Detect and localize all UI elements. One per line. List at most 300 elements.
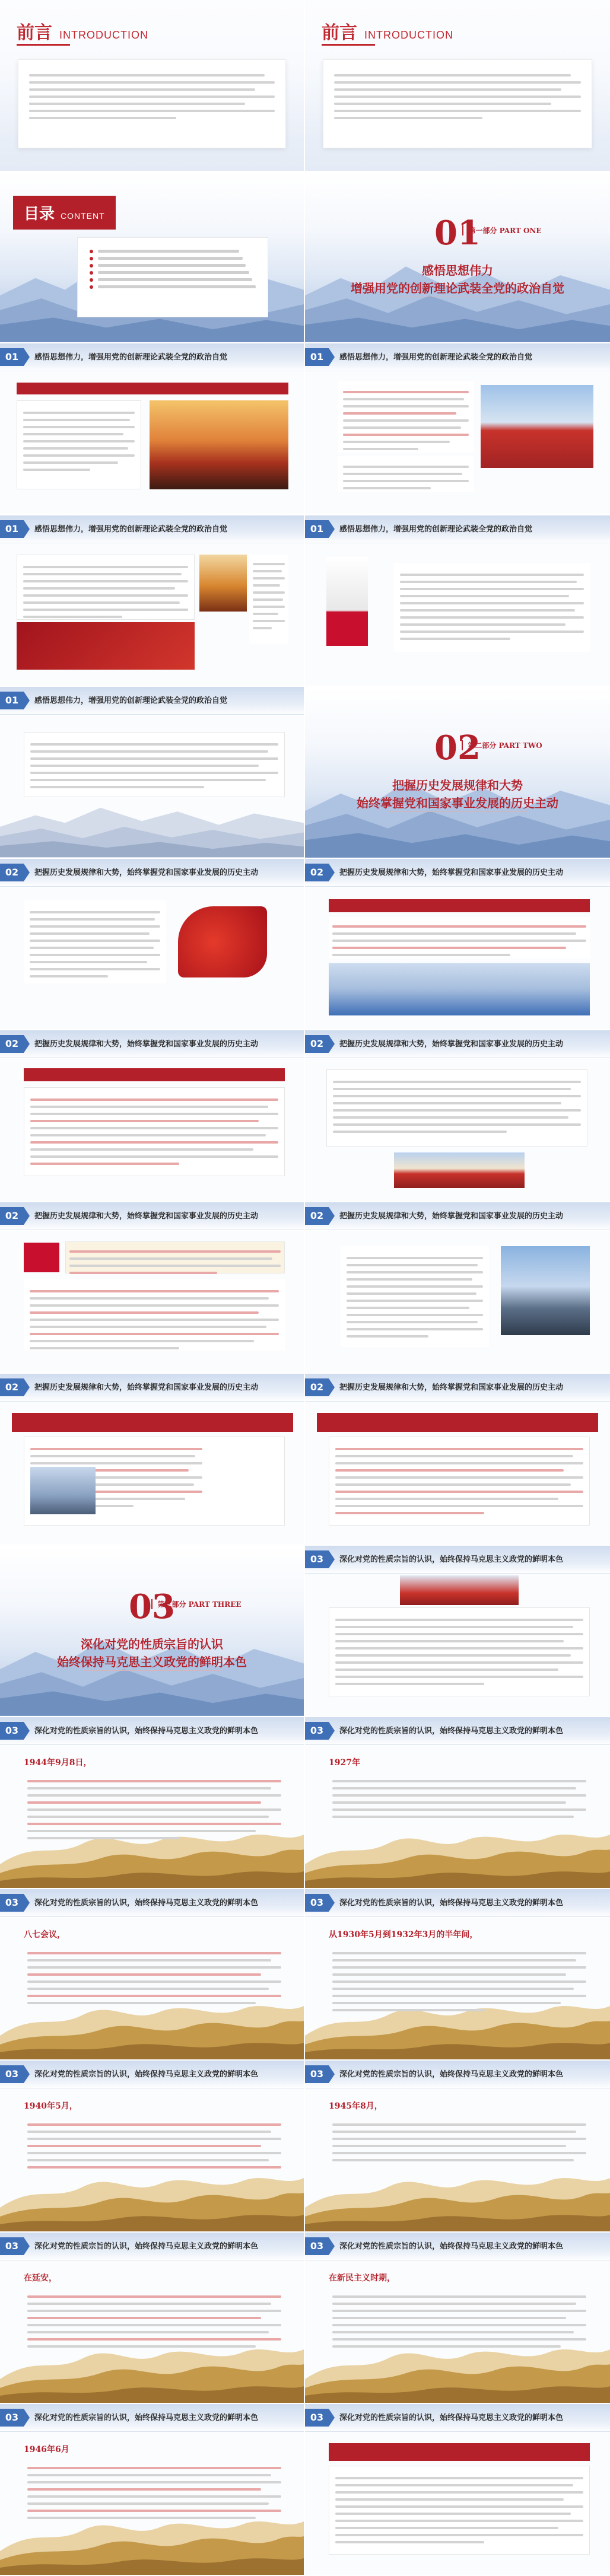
text-line — [332, 2331, 574, 2333]
text-line — [332, 1780, 586, 1782]
slide-header-title: 深化对党的性质宗旨的认识，始终保持马克思主义政党的鲜明本色 — [34, 2070, 259, 2079]
text-lines — [332, 1952, 586, 2011]
section-number-badge: 03 — [305, 1550, 329, 1568]
text-lines — [27, 1952, 281, 2004]
slide-header-title: 把握历史发展规律和大势，始终掌握党和国家事业发展的历史主动 — [339, 1211, 564, 1221]
text-line — [69, 1257, 272, 1260]
text-line — [27, 2152, 281, 2154]
text-line — [343, 426, 461, 429]
text-line — [400, 581, 577, 583]
text-card — [24, 1944, 285, 2009]
slide-header-title: 感悟思想伟力，增强用党的创新理论武装全党的政治自觉 — [34, 353, 228, 362]
text-line — [343, 419, 469, 422]
header-divider — [0, 1916, 304, 1917]
text-line — [332, 2159, 574, 2161]
text-line — [335, 1491, 583, 1493]
bullet-dot — [90, 285, 93, 289]
text-line — [29, 95, 275, 98]
text-line — [30, 1106, 268, 1108]
slide — [305, 1889, 610, 2061]
toc-item[interactable] — [90, 278, 256, 282]
text-line — [27, 1801, 261, 1804]
text-line — [27, 2303, 271, 2305]
intro-accent-bar — [17, 44, 70, 46]
header-divider — [305, 1401, 610, 1402]
text-line — [30, 911, 160, 913]
text-card — [24, 2115, 285, 2180]
header-divider — [0, 1401, 304, 1402]
header-divider — [305, 886, 610, 887]
section-number-badge: 01 — [0, 348, 24, 366]
text-line — [253, 584, 280, 587]
slide — [305, 2233, 610, 2405]
text-line — [335, 2477, 583, 2479]
toc-item[interactable] — [90, 257, 256, 260]
header-divider — [305, 1744, 610, 1745]
text-line — [332, 1980, 586, 1983]
text-line — [333, 1131, 507, 1133]
text-line — [23, 573, 182, 575]
text-lines — [27, 2295, 281, 2348]
text-line — [332, 2138, 586, 2140]
text-line — [27, 2138, 281, 2140]
text-line — [29, 117, 176, 119]
text-lines — [30, 911, 160, 977]
text-line — [30, 918, 155, 921]
text-line — [347, 1328, 483, 1330]
text-lines — [332, 2295, 586, 2348]
slide-header-title: 把握历史发展规律和大势，始终掌握党和国家事业发展的历史主动 — [34, 1211, 259, 1221]
slide-header-title: 深化对党的性质宗旨的认识，始终保持马克思主义政党的鲜明本色 — [34, 1898, 259, 1908]
text-line — [30, 1333, 279, 1335]
header-divider — [0, 714, 304, 715]
text-line — [400, 623, 565, 626]
text-lines — [335, 1448, 583, 1514]
bullet-dot — [90, 257, 93, 260]
text-line — [333, 1081, 581, 1083]
section-cover-title-1: 深化对党的性质宗旨的认识 — [81, 1636, 223, 1651]
intro-heading — [322, 18, 453, 44]
text-line — [334, 74, 571, 77]
text-line — [347, 1300, 483, 1302]
text-line — [335, 1619, 583, 1621]
text-line — [27, 2324, 281, 2326]
toc-item[interactable] — [90, 285, 256, 289]
section-number-badge: 02 — [0, 1035, 24, 1053]
section-number-badge: 03 — [305, 2409, 329, 2427]
red-heading-bar — [12, 1413, 293, 1432]
slide — [0, 0, 305, 172]
section-cover-title-2: 始终保持马克思主义政党的鲜明本色 — [57, 1654, 247, 1669]
text-card — [24, 732, 285, 797]
text-line — [30, 1163, 179, 1165]
mountain-photo — [329, 963, 590, 1015]
text-line — [27, 2123, 281, 2126]
text-line — [23, 440, 135, 442]
text-card — [24, 2459, 285, 2524]
text-line — [335, 1483, 571, 1486]
slide — [305, 1717, 610, 1889]
section-number-badge: 01 — [0, 520, 24, 538]
photo — [199, 555, 247, 612]
text-lines — [332, 925, 586, 956]
text-line — [27, 1837, 180, 1839]
text-line — [30, 1347, 179, 1349]
text-line — [335, 1462, 583, 1464]
text-line — [335, 1683, 484, 1685]
text-line — [335, 2527, 558, 2529]
text-lines — [400, 574, 584, 640]
text-card — [24, 1279, 285, 1351]
section-underline — [388, 811, 527, 812]
text-line — [27, 2467, 281, 2469]
date-heading: 1927年 — [329, 1758, 360, 1768]
text-line — [334, 88, 561, 91]
text-line — [27, 2481, 281, 2483]
slide — [305, 687, 610, 859]
text-line — [335, 1626, 573, 1628]
text-line — [335, 1512, 484, 1514]
toc-item[interactable] — [90, 250, 256, 253]
slide-header-title: 深化对党的性质宗旨的认识，始终保持马克思主义政党的鲜明本色 — [339, 1727, 564, 1736]
text-line — [23, 609, 188, 611]
text-line — [27, 2310, 281, 2312]
toc-item-text — [98, 264, 246, 267]
bullet-dot — [90, 250, 93, 253]
section-number-badge: 02 — [0, 864, 24, 881]
slide — [0, 2404, 305, 2576]
city-photo — [30, 1467, 96, 1514]
slide — [0, 515, 305, 687]
slide — [0, 1202, 305, 1374]
text-line — [23, 461, 118, 464]
toc-title: 目录 — [24, 205, 55, 223]
text-line — [30, 1141, 278, 1144]
date-heading: 1946年6月 — [24, 2445, 69, 2454]
slide-header-title: 把握历史发展规律和大势，始终掌握党和国家事业发展的历史主动 — [339, 1383, 564, 1392]
bullet-dot — [90, 271, 93, 275]
slide — [305, 343, 610, 515]
text-line — [27, 1980, 281, 1983]
text-line — [332, 1787, 576, 1789]
section-cover-number: 03 — [129, 1587, 175, 1626]
text-card — [338, 381, 474, 453]
text-line — [347, 1278, 472, 1281]
text-line — [27, 2517, 256, 2519]
text-line — [400, 616, 584, 619]
slide — [0, 2061, 305, 2233]
text-card — [24, 1772, 285, 1837]
text-lines — [347, 1257, 483, 1338]
section-number-badge: 03 — [305, 2237, 329, 2255]
text-line — [27, 2295, 281, 2298]
section-number-badge: 03 — [305, 1722, 329, 1740]
header-divider — [305, 2431, 610, 2432]
text-line — [335, 2498, 564, 2501]
text-line — [27, 2131, 271, 2133]
text-line — [23, 594, 188, 597]
city-photo — [501, 1246, 590, 1335]
text-card — [329, 2115, 590, 2180]
toc-heading — [13, 196, 116, 230]
date-heading: 1940年5月， — [24, 2101, 78, 2111]
text-card — [249, 555, 288, 644]
text-line — [29, 81, 275, 84]
text-line — [30, 932, 150, 935]
text-line — [333, 1123, 581, 1126]
text-line — [27, 1787, 271, 1789]
slide-header-title: 感悟思想伟力，增强用党的创新理论武装全党的政治自觉 — [339, 524, 533, 534]
section-tag-text: 第一部分 PART ONE — [462, 225, 541, 235]
toc-item[interactable] — [90, 264, 256, 268]
section-cover-title-2: 始终掌握党和国家事业发展的历史主动 — [357, 796, 558, 810]
text-line — [27, 2145, 261, 2147]
slide-header-title: 深化对党的性质宗旨的认识，始终保持马克思主义政党的鲜明本色 — [34, 2413, 259, 2422]
text-line — [30, 1462, 202, 1464]
text-line — [30, 1155, 278, 1158]
text-line — [335, 2520, 583, 2522]
section-cover-title-1: 感悟思想伟力 — [422, 263, 493, 278]
text-line — [332, 1988, 574, 1990]
slide — [305, 1202, 610, 1374]
text-line — [30, 940, 160, 942]
text-lines — [332, 2123, 586, 2161]
section-number-badge: 03 — [0, 2409, 24, 2427]
text-line — [332, 2145, 566, 2147]
toc-item-text — [98, 278, 252, 281]
text-line — [253, 563, 285, 565]
slide-header-title: 把握历史发展规律和大势，始终掌握党和国家事业发展的历史主动 — [34, 868, 259, 877]
text-line — [30, 961, 147, 963]
text-line — [400, 609, 575, 612]
text-line — [23, 419, 130, 421]
text-line — [27, 2488, 261, 2491]
flag-graphic — [24, 1243, 59, 1272]
text-line — [23, 601, 180, 604]
text-line — [335, 2484, 573, 2486]
text-lines — [27, 2467, 281, 2519]
text-line — [335, 1498, 558, 1500]
text-line — [400, 595, 569, 597]
text-line — [30, 1311, 259, 1314]
text-line — [332, 1808, 586, 1811]
text-line — [335, 1633, 583, 1635]
flag-graphic — [178, 906, 267, 977]
date-heading: 1945年8月， — [329, 2101, 383, 2111]
slide — [305, 1030, 610, 1202]
text-line — [30, 1448, 202, 1450]
photo — [150, 400, 288, 489]
red-heading-bar — [329, 2443, 590, 2461]
slide-header-title: 感悟思想伟力，增强用党的创新理论武装全党的政治自觉 — [339, 353, 533, 362]
text-line — [332, 954, 510, 956]
text-line — [335, 2505, 583, 2508]
text-line — [347, 1314, 483, 1316]
section-number-badge: 01 — [0, 692, 24, 709]
text-line — [27, 2510, 281, 2512]
text-card — [326, 1069, 587, 1147]
text-line — [23, 426, 135, 428]
text-line — [347, 1264, 478, 1266]
text-line — [29, 110, 275, 112]
text-lines — [30, 743, 278, 788]
text-line — [30, 757, 278, 760]
text-line — [334, 103, 551, 105]
text-line — [335, 1476, 583, 1479]
text-line — [253, 613, 278, 615]
date-heading: 在延安， — [24, 2273, 57, 2283]
text-line — [347, 1335, 428, 1338]
text-line — [27, 2502, 269, 2505]
text-line — [27, 2338, 281, 2341]
text-card — [17, 555, 195, 620]
tiananmen-photo — [481, 385, 593, 468]
slide — [305, 859, 610, 1031]
text-line — [29, 88, 255, 91]
toc-item[interactable] — [90, 271, 256, 275]
text-line — [343, 480, 469, 482]
text-card — [394, 563, 590, 652]
text-line — [30, 947, 154, 949]
text-line — [27, 2345, 256, 2348]
text-line — [27, 2495, 281, 2498]
intro-title: 前言 — [17, 23, 52, 43]
text-line — [253, 627, 272, 629]
text-line — [30, 1455, 195, 1457]
text-line — [332, 2295, 586, 2298]
tiananmen-photo — [400, 1575, 519, 1605]
slide-header-title: 深化对党的性质宗旨的认识，始终保持马克思主义政党的鲜明本色 — [34, 2241, 259, 2251]
text-line — [27, 1794, 281, 1797]
section-number-badge: 01 — [305, 520, 329, 538]
text-line — [332, 1959, 576, 1962]
text-line — [27, 1808, 281, 1811]
text-card — [329, 2287, 590, 2352]
text-line — [333, 1109, 581, 1112]
intro-title: 前言 — [322, 23, 357, 43]
text-line — [347, 1271, 483, 1273]
section-number-badge: 01 — [305, 348, 329, 366]
text-line — [30, 1134, 266, 1136]
red-heading-bar — [17, 383, 288, 394]
date-heading: 1944年9月8日， — [24, 1758, 92, 1768]
text-card — [329, 2466, 590, 2555]
text-line — [30, 1326, 266, 1328]
text-line — [343, 412, 456, 415]
text-line — [23, 469, 90, 471]
text-line — [332, 1794, 586, 1797]
section-number-badge: 02 — [305, 1035, 329, 1053]
slide-header-title: 感悟思想伟力，增强用党的创新理论武装全党的政治自觉 — [34, 696, 228, 705]
slide — [0, 172, 305, 344]
section-cover-number: 02 — [434, 728, 481, 768]
text-line — [29, 74, 265, 77]
slide — [0, 1030, 305, 1202]
section-tag-text: 第三部分 PART THREE — [151, 1599, 241, 1609]
text-line — [332, 1966, 586, 1969]
text-line — [27, 1816, 269, 1818]
text-line — [332, 2324, 586, 2326]
text-line — [343, 473, 462, 475]
text-card — [329, 1437, 590, 1526]
text-line — [332, 2123, 586, 2126]
text-line — [332, 1973, 566, 1976]
text-line — [332, 2345, 561, 2348]
text-line — [332, 2303, 576, 2305]
text-line — [23, 433, 123, 435]
text-lines — [335, 2477, 583, 2543]
header-divider — [305, 1573, 610, 1574]
text-line — [332, 2317, 566, 2319]
text-line — [334, 95, 581, 98]
text-line — [335, 1668, 558, 1671]
text-line — [332, 1801, 566, 1804]
text-line — [335, 2513, 571, 2515]
text-line — [332, 2310, 586, 2312]
text-line — [253, 591, 285, 594]
slide-header-title: 深化对党的性质宗旨的认识，始终保持马克思主义政党的鲜明本色 — [339, 1898, 564, 1908]
text-line — [30, 1290, 279, 1292]
text-line — [335, 1448, 583, 1450]
toc-item-text — [98, 250, 239, 253]
section-cover-tag — [305, 739, 610, 750]
text-line — [332, 2131, 576, 2133]
text-lines — [30, 1098, 278, 1165]
text-line — [347, 1292, 476, 1295]
section-number-badge: 03 — [0, 2237, 24, 2255]
slide — [305, 172, 610, 344]
text-line — [30, 925, 160, 928]
text-line — [27, 2159, 269, 2161]
text-line — [23, 616, 122, 618]
slide-header-title: 把握历史发展规律和大势，始终掌握党和国家事业发展的历史主动 — [339, 1040, 564, 1049]
text-line — [334, 110, 581, 112]
text-line — [347, 1307, 469, 1309]
text-line — [30, 968, 160, 970]
text-card — [24, 1437, 285, 1526]
text-line — [30, 1120, 259, 1122]
slide — [0, 687, 305, 859]
text-line — [27, 2166, 281, 2169]
toc-list — [77, 237, 268, 317]
red-heading-bar — [317, 1413, 598, 1432]
text-line — [400, 574, 584, 576]
text-line — [333, 1102, 561, 1104]
text-line — [332, 932, 576, 935]
text-line — [335, 1647, 583, 1650]
intro-text-box — [18, 59, 286, 148]
text-line — [30, 779, 266, 781]
text-line — [27, 1973, 261, 1976]
text-line — [69, 1265, 281, 1267]
bullet-dot — [90, 264, 93, 268]
text-line — [30, 1304, 279, 1307]
text-line — [30, 954, 160, 956]
text-line — [335, 1676, 583, 1678]
text-line — [400, 602, 584, 604]
text-line — [27, 1988, 269, 1990]
text-line — [27, 1966, 281, 1969]
text-lines — [30, 1290, 279, 1349]
slide — [305, 0, 610, 172]
slide — [305, 515, 610, 687]
text-line — [335, 1469, 564, 1472]
text-line — [30, 1297, 269, 1300]
date-heading: 八七会议， — [24, 1929, 65, 1940]
text-line — [27, 1823, 281, 1825]
section-cover-title-1: 把握历史发展规律和大势 — [392, 778, 523, 792]
text-line — [30, 750, 268, 753]
